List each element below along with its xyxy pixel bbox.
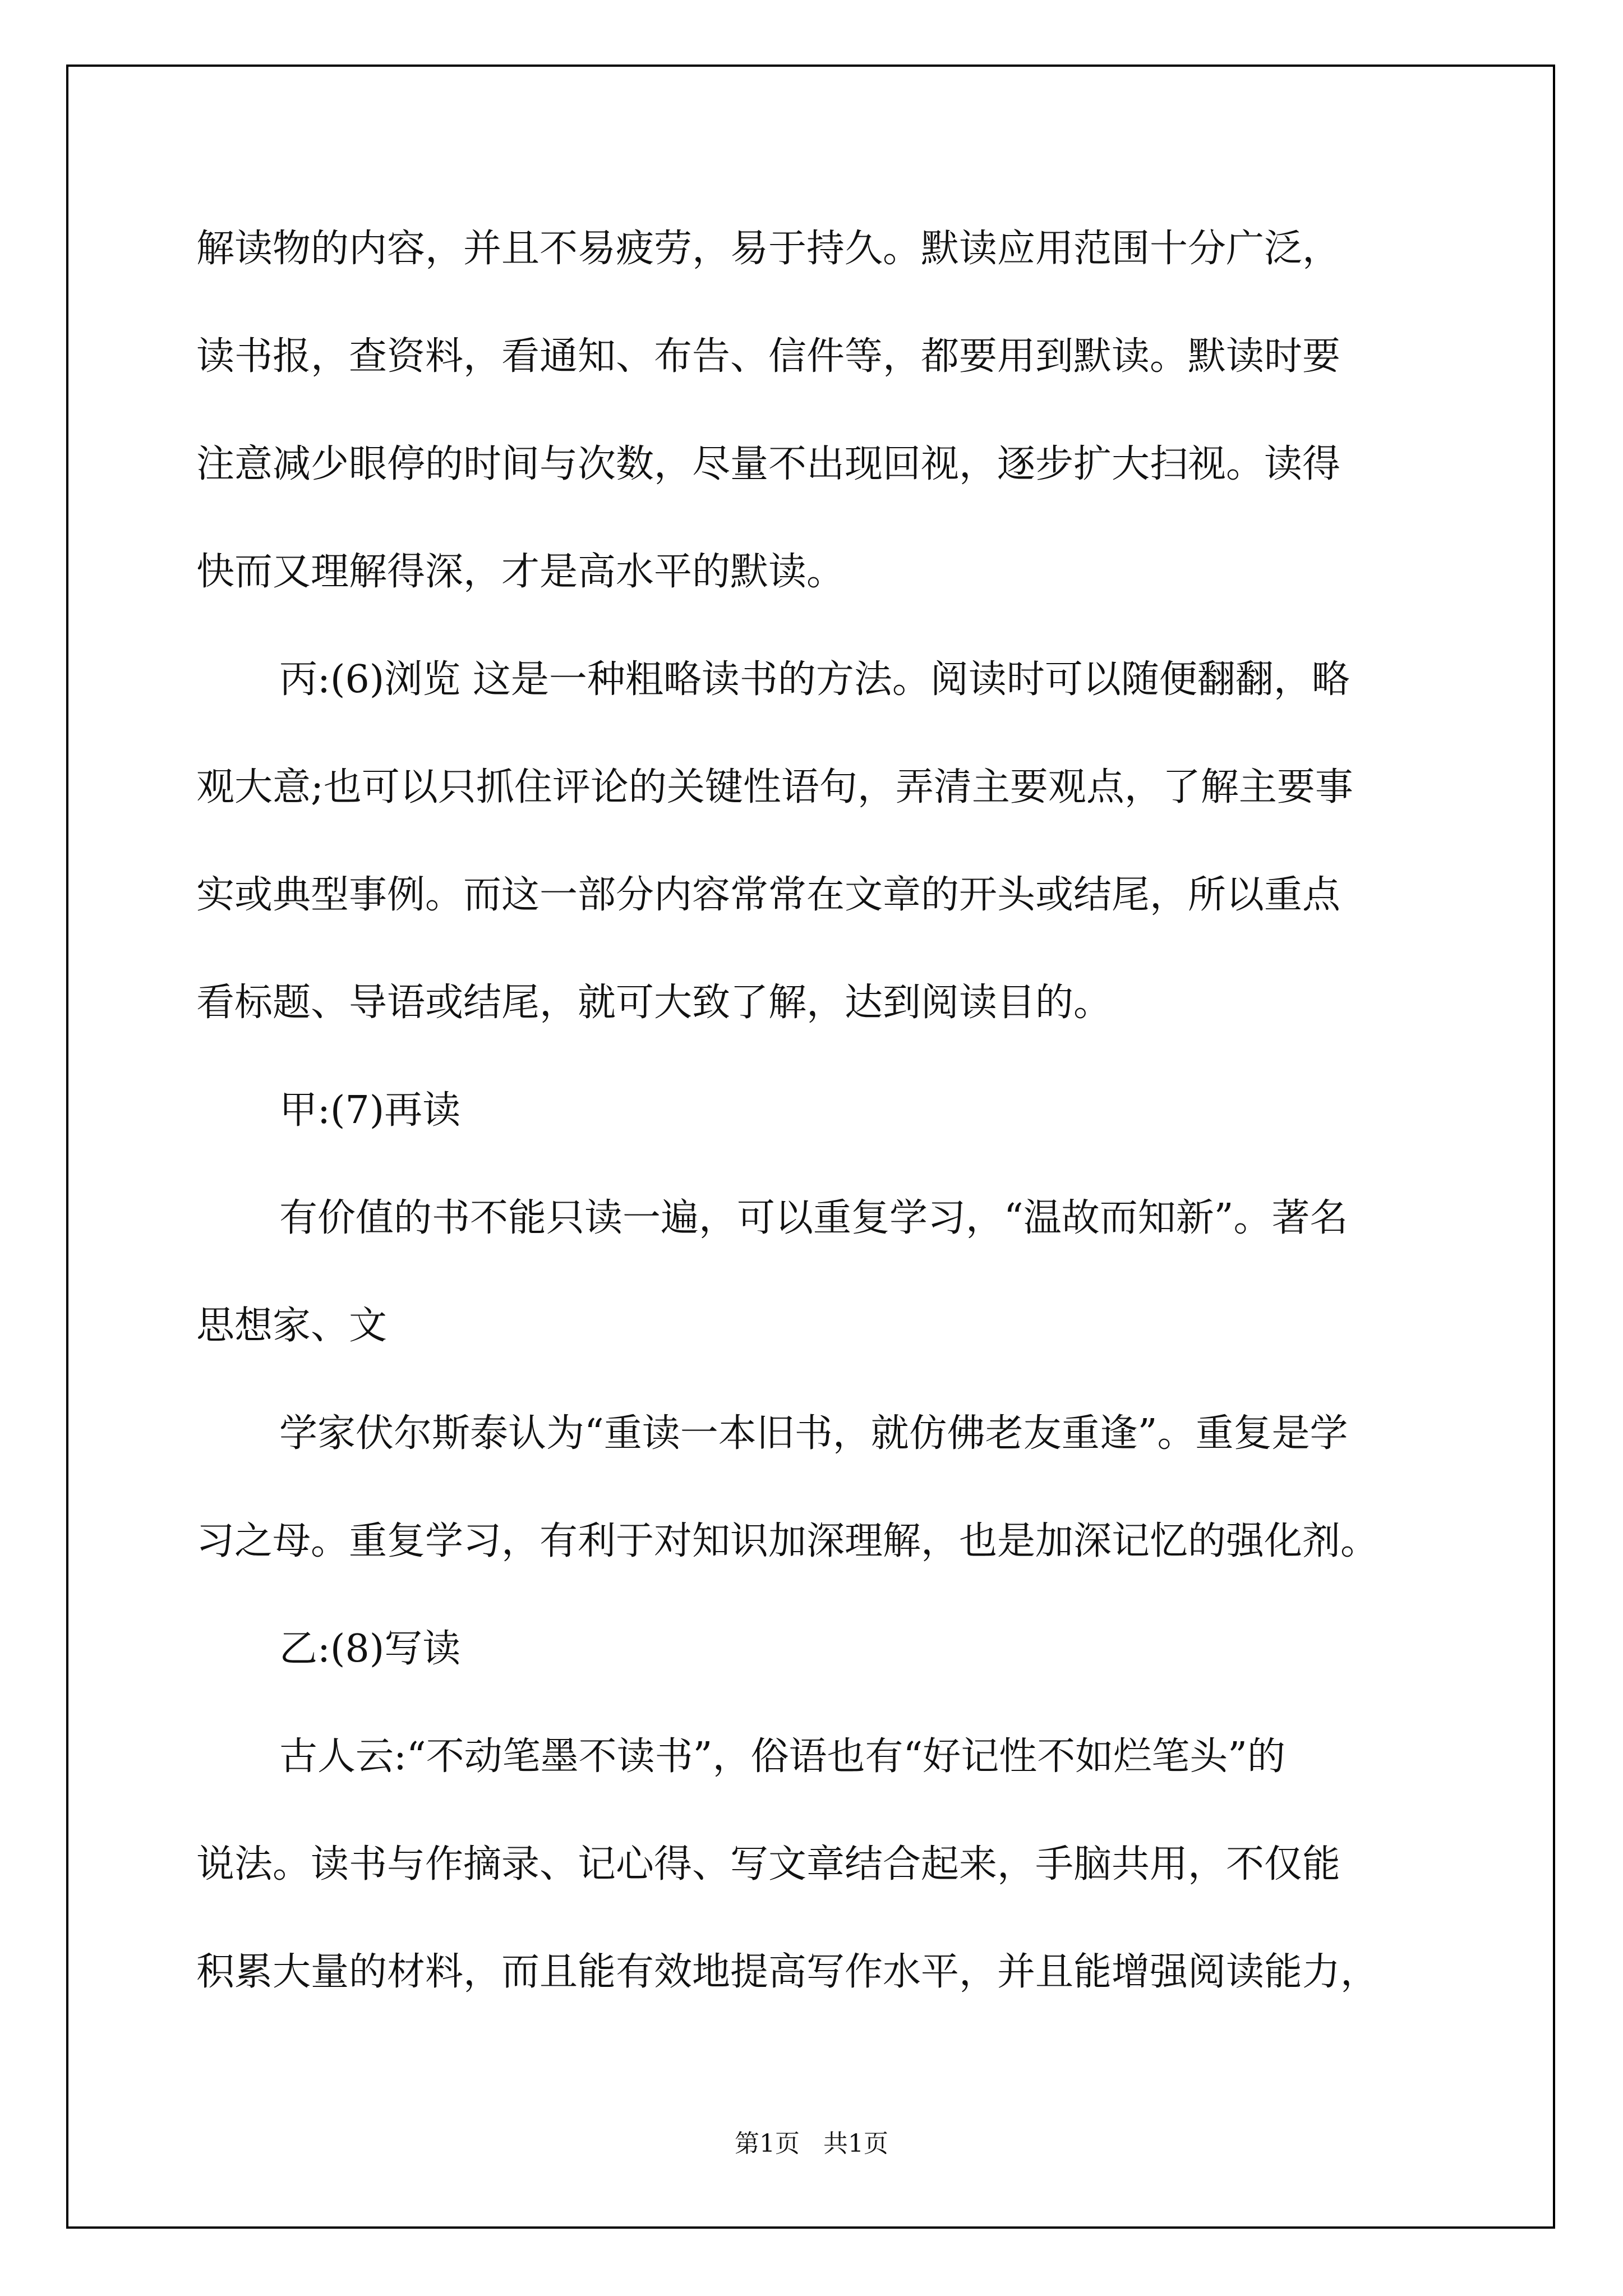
text-line: 丙:(6)浏览 这是一种粗略读书的方法。阅读时可以随便翻翻，略	[279, 657, 1350, 702]
text-line: 有价值的书不能只读一遍，可以重复学习，“温故而知新”。著名	[279, 1196, 1348, 1240]
text-line: 实或典型事例。而这一部分内容常常在文章的开头或结尾，所以重点	[196, 873, 1341, 917]
text-line: 看标题、导语或结尾，就可大致了解，达到阅读目的。	[196, 981, 1112, 1025]
text-line: 说法。读书与作摘录、记心得、写文章结合起来，手脑共用，不仅能	[196, 1842, 1341, 1887]
text-line: 积累大量的材料，而且能有效地提高写作水平，并且能增强阅读能力，	[196, 1950, 1379, 1994]
text-line: 思想家、文	[196, 1304, 388, 1348]
text-line: 解读物的内容，并且不易疲劳，易于持久。默读应用范围十分广泛，	[196, 227, 1341, 271]
text-line: 读书报，查资料，看通知、布告、信件等，都要用到默读。默读时要	[196, 334, 1341, 379]
text-line: 注意减少眼停的时间与次数，尽量不出现回视，逐步扩大扫视。读得	[196, 442, 1341, 486]
text-line: 学家伏尔斯泰认为“重读一本旧书，就仿佛老友重逢”。重复是学	[279, 1411, 1348, 1456]
text-line: 快而又理解得深，才是高水平的默读。	[196, 550, 845, 594]
text-line: 古人云:“不动笔墨不读书”，俗语也有“好记性不如烂笔头”的	[279, 1734, 1285, 1779]
text-line: 观大意;也可以只抓住评论的关键性语句，弄清主要观点，了解主要事	[196, 765, 1353, 809]
document-body	[196, 195, 1430, 2026]
page-number-footer: 第1页 共1页	[735, 2129, 888, 2158]
text-line: 乙:(8)写读	[279, 1627, 461, 1671]
text-line: 习之母。重复学习，有利于对知识加深理解，也是加深记忆的强化剂。	[196, 1519, 1379, 1563]
text-line: 甲:(7)再读	[279, 1088, 461, 1133]
